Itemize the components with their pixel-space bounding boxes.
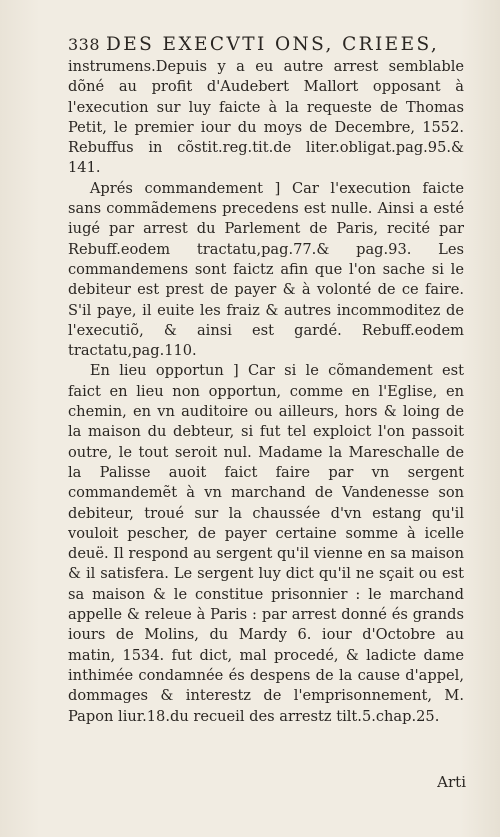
page-number: 338 <box>68 35 101 54</box>
page-header <box>68 34 464 55</box>
paragraph-lieu-opportun: En lieu opportun ] Car si le cõmandement est faict en lieu non opportun, comme en l'Eglise, en chemin, en vn auditoire ou ailleurs, hors & loing de la maison du debteur, si fut tel exploict l'on passoit outre, le tout seroit nul. Madame la Mareschalle de la Palisse auoit faict faire par vn sergent commandemẽt à vn marchand de Vandenesse son debiteur, troué sur la chaussée d'vn estang qu'il vouloit pescher, de payer certaine somme à icelle deuë. Il respond au sergent qu'il vienne en sa maison & il satisfera. Le sergent luy dict qu'il ne sçait ou est sa maison & le constitue prisonnier : le marchand appelle & releue à Paris : par arrest donné és grands iours de Molins, du Mardy 6. iour d'Octobre au matin, 1534. fut dict, mal procedé, & ladicte dame inthimée condamnée és despens de la cause d'appel, dommages & interestz de l'emprisonnement, M. Papon liur.18.du recueil des arrestz tilt.5.chap.25. <box>68 362 464 725</box>
paragraph-continuation: instrumens.Depuis y a eu autre arrest semblable dõné au profit d'Audebert Mallort opposant à l'execution sur luy faicte à la requeste de Thomas Petit, le premier iour du moys de Decembre, 1552. Rebuffus in cõstit.reg.tit.de liter.obligat.pag.95.& 141. <box>68 58 464 177</box>
catchword: Arti <box>437 773 466 791</box>
paragraph-commandement: Aprés commandement ] Car l'execution faicte sans commãdemens precedens est nulle. Ainsi a esté iugé par arrest du Parlement de Paris, recité par Rebuff.eodem tractatu,pag.77.& pag.93. Les commandemens sont faictz afin que l'on sache si le debiteur est prest de payer & à volonté de ce faire. S'il paye, il euite les fraiz & autres incommoditez de l'executiõ, & ainsi est gardé. Rebuff.eodem tractatu,pag.110. <box>68 179 464 360</box>
running-title: DES EXECVTI ONS, CRIEES, <box>106 34 440 55</box>
body-text <box>68 57 464 727</box>
